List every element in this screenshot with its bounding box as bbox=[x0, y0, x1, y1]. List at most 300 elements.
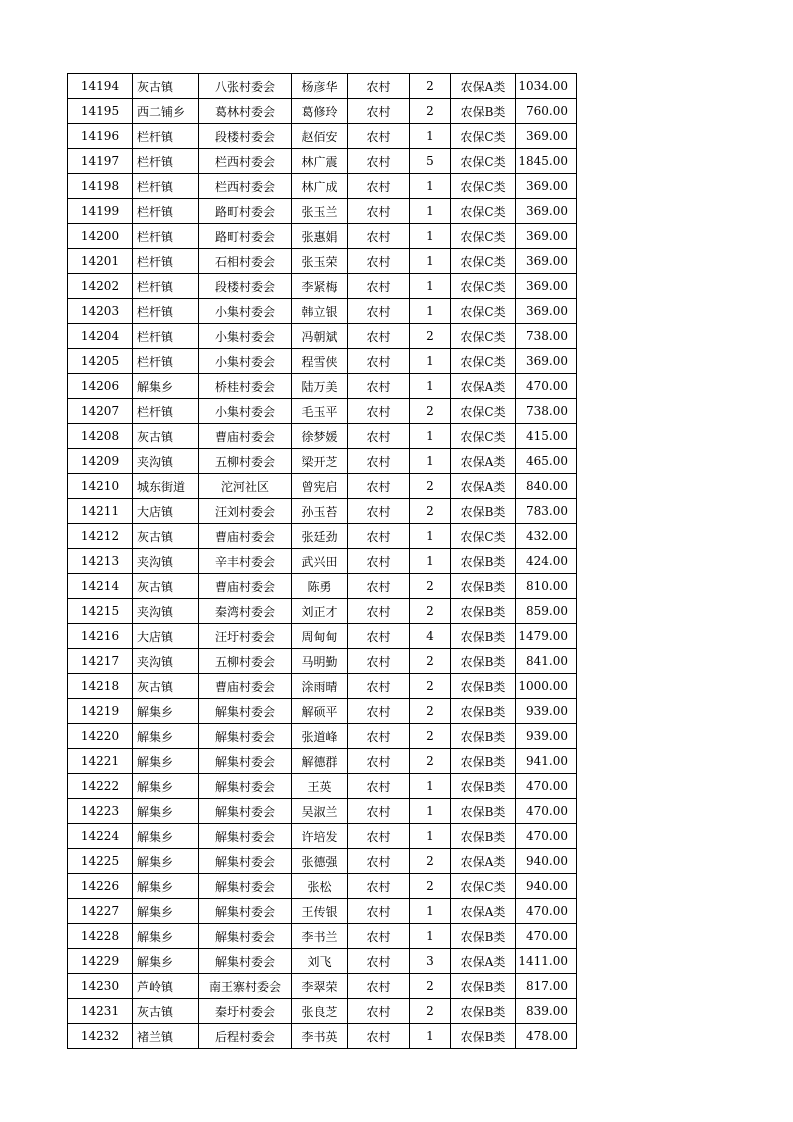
village-committee-cell: 曹庙村委会 bbox=[199, 574, 292, 599]
village-committee-cell: 解集村委会 bbox=[199, 874, 292, 899]
household-count-cell: 2 bbox=[410, 399, 451, 424]
name-cell: 赵佰安 bbox=[292, 124, 348, 149]
township-cell: 大店镇 bbox=[133, 624, 199, 649]
township-cell: 城东街道 bbox=[133, 474, 199, 499]
serial-number-cell: 14228 bbox=[68, 924, 133, 949]
table-row bbox=[68, 649, 577, 674]
serial-number-cell: 14210 bbox=[68, 474, 133, 499]
name-cell: 武兴田 bbox=[292, 549, 348, 574]
insurance-category-cell: 农保B类 bbox=[451, 674, 516, 699]
village-committee-cell: 曹庙村委会 bbox=[199, 674, 292, 699]
serial-number-cell: 14232 bbox=[68, 1024, 133, 1049]
amount-cell: 738.00 bbox=[516, 399, 577, 424]
amount-cell: 939.00 bbox=[516, 699, 577, 724]
township-cell: 灰古镇 bbox=[133, 674, 199, 699]
area-type-cell: 农村 bbox=[348, 649, 410, 674]
area-type-cell: 农村 bbox=[348, 299, 410, 324]
township-cell: 解集乡 bbox=[133, 849, 199, 874]
amount-cell: 783.00 bbox=[516, 499, 577, 524]
insurance-category-cell: 农保B类 bbox=[451, 924, 516, 949]
table-row bbox=[68, 849, 577, 874]
area-type-cell: 农村 bbox=[348, 474, 410, 499]
name-cell: 张德强 bbox=[292, 849, 348, 874]
area-type-cell: 农村 bbox=[348, 224, 410, 249]
township-cell: 解集乡 bbox=[133, 899, 199, 924]
village-committee-cell: 路町村委会 bbox=[199, 199, 292, 224]
name-cell: 李书英 bbox=[292, 1024, 348, 1049]
insurance-category-cell: 农保A类 bbox=[451, 374, 516, 399]
serial-number-cell: 14229 bbox=[68, 949, 133, 974]
household-count-cell: 1 bbox=[410, 774, 451, 799]
table-row bbox=[68, 574, 577, 599]
table-row bbox=[68, 599, 577, 624]
household-count-cell: 1 bbox=[410, 199, 451, 224]
insurance-category-cell: 农保C类 bbox=[451, 399, 516, 424]
household-count-cell: 2 bbox=[410, 74, 451, 99]
household-count-cell: 1 bbox=[410, 549, 451, 574]
township-cell: 解集乡 bbox=[133, 799, 199, 824]
township-cell: 灰古镇 bbox=[133, 999, 199, 1024]
township-cell: 西二铺乡 bbox=[133, 99, 199, 124]
village-committee-cell: 栏西村委会 bbox=[199, 174, 292, 199]
area-type-cell: 农村 bbox=[348, 1024, 410, 1049]
village-committee-cell: 路町村委会 bbox=[199, 224, 292, 249]
village-committee-cell: 栏西村委会 bbox=[199, 149, 292, 174]
amount-cell: 465.00 bbox=[516, 449, 577, 474]
serial-number-cell: 14216 bbox=[68, 624, 133, 649]
village-committee-cell: 辛丰村委会 bbox=[199, 549, 292, 574]
serial-number-cell: 14209 bbox=[68, 449, 133, 474]
insurance-category-cell: 农保A类 bbox=[451, 849, 516, 874]
township-cell: 灰古镇 bbox=[133, 574, 199, 599]
table-row bbox=[68, 799, 577, 824]
serial-number-cell: 14218 bbox=[68, 674, 133, 699]
area-type-cell: 农村 bbox=[348, 574, 410, 599]
name-cell: 孙玉苔 bbox=[292, 499, 348, 524]
township-cell: 栏杆镇 bbox=[133, 149, 199, 174]
village-committee-cell: 石相村委会 bbox=[199, 249, 292, 274]
village-committee-cell: 解集村委会 bbox=[199, 799, 292, 824]
table-row bbox=[68, 474, 577, 499]
village-committee-cell: 五柳村委会 bbox=[199, 649, 292, 674]
village-committee-cell: 小集村委会 bbox=[199, 324, 292, 349]
village-committee-cell: 小集村委会 bbox=[199, 349, 292, 374]
amount-cell: 939.00 bbox=[516, 724, 577, 749]
amount-cell: 415.00 bbox=[516, 424, 577, 449]
insurance-category-cell: 农保C类 bbox=[451, 299, 516, 324]
name-cell: 王英 bbox=[292, 774, 348, 799]
area-type-cell: 农村 bbox=[348, 899, 410, 924]
serial-number-cell: 14207 bbox=[68, 399, 133, 424]
village-committee-cell: 后程村委会 bbox=[199, 1024, 292, 1049]
table-row bbox=[68, 874, 577, 899]
area-type-cell: 农村 bbox=[348, 799, 410, 824]
amount-cell: 1845.00 bbox=[516, 149, 577, 174]
area-type-cell: 农村 bbox=[348, 399, 410, 424]
household-count-cell: 1 bbox=[410, 824, 451, 849]
name-cell: 解德群 bbox=[292, 749, 348, 774]
township-cell: 解集乡 bbox=[133, 824, 199, 849]
table-row bbox=[68, 274, 577, 299]
insurance-category-cell: 农保A类 bbox=[451, 474, 516, 499]
name-cell: 解硕平 bbox=[292, 699, 348, 724]
amount-cell: 760.00 bbox=[516, 99, 577, 124]
household-count-cell: 2 bbox=[410, 699, 451, 724]
amount-cell: 1034.00 bbox=[516, 74, 577, 99]
name-cell: 张惠娟 bbox=[292, 224, 348, 249]
village-committee-cell: 解集村委会 bbox=[199, 724, 292, 749]
area-type-cell: 农村 bbox=[348, 99, 410, 124]
name-cell: 张廷劲 bbox=[292, 524, 348, 549]
insurance-category-cell: 农保B类 bbox=[451, 549, 516, 574]
area-type-cell: 农村 bbox=[348, 524, 410, 549]
amount-cell: 369.00 bbox=[516, 299, 577, 324]
amount-cell: 369.00 bbox=[516, 174, 577, 199]
amount-cell: 478.00 bbox=[516, 1024, 577, 1049]
township-cell: 解集乡 bbox=[133, 699, 199, 724]
amount-cell: 840.00 bbox=[516, 474, 577, 499]
household-count-cell: 1 bbox=[410, 124, 451, 149]
village-committee-cell: 桥桂村委会 bbox=[199, 374, 292, 399]
township-cell: 栏杆镇 bbox=[133, 174, 199, 199]
insurance-category-cell: 农保B类 bbox=[451, 499, 516, 524]
township-cell: 灰古镇 bbox=[133, 74, 199, 99]
name-cell: 张玉兰 bbox=[292, 199, 348, 224]
table-body bbox=[68, 74, 577, 1049]
village-committee-cell: 小集村委会 bbox=[199, 299, 292, 324]
area-type-cell: 农村 bbox=[348, 924, 410, 949]
insurance-category-cell: 农保A类 bbox=[451, 949, 516, 974]
insurance-category-cell: 农保C类 bbox=[451, 349, 516, 374]
household-count-cell: 2 bbox=[410, 499, 451, 524]
name-cell: 涂雨晴 bbox=[292, 674, 348, 699]
serial-number-cell: 14199 bbox=[68, 199, 133, 224]
table-row bbox=[68, 199, 577, 224]
household-count-cell: 1 bbox=[410, 449, 451, 474]
village-committee-cell: 解集村委会 bbox=[199, 899, 292, 924]
village-committee-cell: 八张村委会 bbox=[199, 74, 292, 99]
serial-number-cell: 14206 bbox=[68, 374, 133, 399]
serial-number-cell: 14204 bbox=[68, 324, 133, 349]
table-row bbox=[68, 1024, 577, 1049]
insurance-category-cell: 农保B类 bbox=[451, 699, 516, 724]
household-count-cell: 1 bbox=[410, 524, 451, 549]
township-cell: 栏杆镇 bbox=[133, 124, 199, 149]
insurance-category-cell: 农保C类 bbox=[451, 224, 516, 249]
insurance-category-cell: 农保B类 bbox=[451, 599, 516, 624]
insurance-category-cell: 农保C类 bbox=[451, 199, 516, 224]
household-count-cell: 2 bbox=[410, 574, 451, 599]
area-type-cell: 农村 bbox=[348, 999, 410, 1024]
area-type-cell: 农村 bbox=[348, 149, 410, 174]
table-row bbox=[68, 399, 577, 424]
township-cell: 解集乡 bbox=[133, 374, 199, 399]
area-type-cell: 农村 bbox=[348, 74, 410, 99]
insurance-category-cell: 农保C类 bbox=[451, 149, 516, 174]
household-count-cell: 1 bbox=[410, 349, 451, 374]
area-type-cell: 农村 bbox=[348, 124, 410, 149]
table-row bbox=[68, 374, 577, 399]
table-row bbox=[68, 699, 577, 724]
household-count-cell: 2 bbox=[410, 749, 451, 774]
insurance-category-cell: 农保A类 bbox=[451, 899, 516, 924]
serial-number-cell: 14203 bbox=[68, 299, 133, 324]
township-cell: 栏杆镇 bbox=[133, 249, 199, 274]
village-committee-cell: 汪圩村委会 bbox=[199, 624, 292, 649]
insurance-category-cell: 农保C类 bbox=[451, 174, 516, 199]
table-row bbox=[68, 74, 577, 99]
area-type-cell: 农村 bbox=[348, 424, 410, 449]
amount-cell: 841.00 bbox=[516, 649, 577, 674]
table-row bbox=[68, 449, 577, 474]
township-cell: 灰古镇 bbox=[133, 524, 199, 549]
area-type-cell: 农村 bbox=[348, 199, 410, 224]
area-type-cell: 农村 bbox=[348, 699, 410, 724]
village-committee-cell: 段楼村委会 bbox=[199, 124, 292, 149]
table-row bbox=[68, 174, 577, 199]
serial-number-cell: 14226 bbox=[68, 874, 133, 899]
table-row bbox=[68, 549, 577, 574]
village-committee-cell: 秦湾村委会 bbox=[199, 599, 292, 624]
amount-cell: 470.00 bbox=[516, 799, 577, 824]
name-cell: 刘飞 bbox=[292, 949, 348, 974]
area-type-cell: 农村 bbox=[348, 874, 410, 899]
village-committee-cell: 南王寨村委会 bbox=[199, 974, 292, 999]
area-type-cell: 农村 bbox=[348, 974, 410, 999]
table-row bbox=[68, 99, 577, 124]
insurance-category-cell: 农保B类 bbox=[451, 99, 516, 124]
household-count-cell: 1 bbox=[410, 924, 451, 949]
area-type-cell: 农村 bbox=[348, 374, 410, 399]
serial-number-cell: 14202 bbox=[68, 274, 133, 299]
serial-number-cell: 14222 bbox=[68, 774, 133, 799]
name-cell: 张玉荣 bbox=[292, 249, 348, 274]
serial-number-cell: 14200 bbox=[68, 224, 133, 249]
table-row bbox=[68, 999, 577, 1024]
area-type-cell: 农村 bbox=[348, 174, 410, 199]
serial-number-cell: 14231 bbox=[68, 999, 133, 1024]
amount-cell: 369.00 bbox=[516, 274, 577, 299]
amount-cell: 1411.00 bbox=[516, 949, 577, 974]
township-cell: 解集乡 bbox=[133, 724, 199, 749]
area-type-cell: 农村 bbox=[348, 724, 410, 749]
township-cell: 栏杆镇 bbox=[133, 274, 199, 299]
serial-number-cell: 14221 bbox=[68, 749, 133, 774]
area-type-cell: 农村 bbox=[348, 949, 410, 974]
insurance-category-cell: 农保B类 bbox=[451, 649, 516, 674]
township-cell: 栏杆镇 bbox=[133, 349, 199, 374]
village-committee-cell: 秦圩村委会 bbox=[199, 999, 292, 1024]
amount-cell: 369.00 bbox=[516, 124, 577, 149]
village-committee-cell: 解集村委会 bbox=[199, 949, 292, 974]
serial-number-cell: 14205 bbox=[68, 349, 133, 374]
area-type-cell: 农村 bbox=[348, 599, 410, 624]
household-count-cell: 1 bbox=[410, 249, 451, 274]
name-cell: 韩立银 bbox=[292, 299, 348, 324]
township-cell: 栏杆镇 bbox=[133, 199, 199, 224]
village-committee-cell: 解集村委会 bbox=[199, 699, 292, 724]
serial-number-cell: 14217 bbox=[68, 649, 133, 674]
household-count-cell: 1 bbox=[410, 1024, 451, 1049]
name-cell: 李书兰 bbox=[292, 924, 348, 949]
table-row bbox=[68, 524, 577, 549]
table-row bbox=[68, 674, 577, 699]
name-cell: 葛修玲 bbox=[292, 99, 348, 124]
village-committee-cell: 曹庙村委会 bbox=[199, 424, 292, 449]
household-count-cell: 2 bbox=[410, 324, 451, 349]
township-cell: 解集乡 bbox=[133, 774, 199, 799]
amount-cell: 859.00 bbox=[516, 599, 577, 624]
township-cell: 解集乡 bbox=[133, 749, 199, 774]
area-type-cell: 农村 bbox=[348, 274, 410, 299]
household-count-cell: 1 bbox=[410, 274, 451, 299]
amount-cell: 1479.00 bbox=[516, 624, 577, 649]
table-row bbox=[68, 749, 577, 774]
name-cell: 刘正才 bbox=[292, 599, 348, 624]
table-row bbox=[68, 249, 577, 274]
serial-number-cell: 14224 bbox=[68, 824, 133, 849]
serial-number-cell: 14220 bbox=[68, 724, 133, 749]
table-row bbox=[68, 624, 577, 649]
household-count-cell: 2 bbox=[410, 724, 451, 749]
household-count-cell: 2 bbox=[410, 874, 451, 899]
amount-cell: 432.00 bbox=[516, 524, 577, 549]
name-cell: 毛玉平 bbox=[292, 399, 348, 424]
table-row bbox=[68, 949, 577, 974]
household-count-cell: 2 bbox=[410, 599, 451, 624]
township-cell: 夹沟镇 bbox=[133, 649, 199, 674]
village-committee-cell: 段楼村委会 bbox=[199, 274, 292, 299]
amount-cell: 810.00 bbox=[516, 574, 577, 599]
table-row bbox=[68, 724, 577, 749]
insurance-category-cell: 农保B类 bbox=[451, 624, 516, 649]
name-cell: 张松 bbox=[292, 874, 348, 899]
table-row bbox=[68, 324, 577, 349]
area-type-cell: 农村 bbox=[348, 749, 410, 774]
insurance-category-cell: 农保C类 bbox=[451, 324, 516, 349]
serial-number-cell: 14213 bbox=[68, 549, 133, 574]
name-cell: 张道峰 bbox=[292, 724, 348, 749]
village-committee-cell: 葛林村委会 bbox=[199, 99, 292, 124]
serial-number-cell: 14215 bbox=[68, 599, 133, 624]
insurance-category-cell: 农保C类 bbox=[451, 124, 516, 149]
serial-number-cell: 14230 bbox=[68, 974, 133, 999]
name-cell: 许培发 bbox=[292, 824, 348, 849]
area-type-cell: 农村 bbox=[348, 349, 410, 374]
insurance-category-cell: 农保C类 bbox=[451, 524, 516, 549]
amount-cell: 369.00 bbox=[516, 199, 577, 224]
table-row bbox=[68, 974, 577, 999]
name-cell: 陈勇 bbox=[292, 574, 348, 599]
township-cell: 夹沟镇 bbox=[133, 449, 199, 474]
household-count-cell: 5 bbox=[410, 149, 451, 174]
amount-cell: 940.00 bbox=[516, 874, 577, 899]
household-count-cell: 2 bbox=[410, 649, 451, 674]
insurance-category-cell: 农保B类 bbox=[451, 824, 516, 849]
amount-cell: 369.00 bbox=[516, 224, 577, 249]
name-cell: 张良芝 bbox=[292, 999, 348, 1024]
amount-cell: 940.00 bbox=[516, 849, 577, 874]
township-cell: 解集乡 bbox=[133, 924, 199, 949]
amount-cell: 470.00 bbox=[516, 774, 577, 799]
insurance-category-cell: 农保C类 bbox=[451, 424, 516, 449]
township-cell: 栏杆镇 bbox=[133, 224, 199, 249]
insurance-category-cell: 农保B类 bbox=[451, 724, 516, 749]
township-cell: 解集乡 bbox=[133, 874, 199, 899]
serial-number-cell: 14201 bbox=[68, 249, 133, 274]
township-cell: 夹沟镇 bbox=[133, 599, 199, 624]
household-count-cell: 1 bbox=[410, 424, 451, 449]
household-count-cell: 1 bbox=[410, 224, 451, 249]
name-cell: 陆万美 bbox=[292, 374, 348, 399]
insurance-category-cell: 农保B类 bbox=[451, 999, 516, 1024]
household-count-cell: 1 bbox=[410, 899, 451, 924]
household-count-cell: 3 bbox=[410, 949, 451, 974]
table-row bbox=[68, 499, 577, 524]
serial-number-cell: 14212 bbox=[68, 524, 133, 549]
household-count-cell: 1 bbox=[410, 174, 451, 199]
name-cell: 吴淑兰 bbox=[292, 799, 348, 824]
table-row bbox=[68, 149, 577, 174]
serial-number-cell: 14225 bbox=[68, 849, 133, 874]
name-cell: 冯朝斌 bbox=[292, 324, 348, 349]
name-cell: 梁开芝 bbox=[292, 449, 348, 474]
household-count-cell: 2 bbox=[410, 99, 451, 124]
area-type-cell: 农村 bbox=[348, 324, 410, 349]
village-committee-cell: 解集村委会 bbox=[199, 774, 292, 799]
village-committee-cell: 解集村委会 bbox=[199, 824, 292, 849]
serial-number-cell: 14196 bbox=[68, 124, 133, 149]
insurance-category-cell: 农保B类 bbox=[451, 799, 516, 824]
table-row bbox=[68, 824, 577, 849]
serial-number-cell: 14208 bbox=[68, 424, 133, 449]
household-count-cell: 1 bbox=[410, 374, 451, 399]
village-committee-cell: 曹庙村委会 bbox=[199, 524, 292, 549]
serial-number-cell: 14219 bbox=[68, 699, 133, 724]
name-cell: 李紧梅 bbox=[292, 274, 348, 299]
township-cell: 解集乡 bbox=[133, 949, 199, 974]
household-count-cell: 2 bbox=[410, 474, 451, 499]
village-committee-cell: 解集村委会 bbox=[199, 849, 292, 874]
insurance-category-cell: 农保B类 bbox=[451, 974, 516, 999]
amount-cell: 738.00 bbox=[516, 324, 577, 349]
serial-number-cell: 14197 bbox=[68, 149, 133, 174]
table-row bbox=[68, 924, 577, 949]
household-count-cell: 2 bbox=[410, 999, 451, 1024]
insurance-category-cell: 农保B类 bbox=[451, 574, 516, 599]
area-type-cell: 农村 bbox=[348, 849, 410, 874]
township-cell: 褚兰镇 bbox=[133, 1024, 199, 1049]
records-table bbox=[67, 73, 577, 1049]
serial-number-cell: 14198 bbox=[68, 174, 133, 199]
village-committee-cell: 五柳村委会 bbox=[199, 449, 292, 474]
township-cell: 栏杆镇 bbox=[133, 399, 199, 424]
township-cell: 栏杆镇 bbox=[133, 299, 199, 324]
amount-cell: 369.00 bbox=[516, 249, 577, 274]
name-cell: 杨彦华 bbox=[292, 74, 348, 99]
amount-cell: 369.00 bbox=[516, 349, 577, 374]
area-type-cell: 农村 bbox=[348, 774, 410, 799]
amount-cell: 424.00 bbox=[516, 549, 577, 574]
name-cell: 马明勤 bbox=[292, 649, 348, 674]
name-cell: 周甸甸 bbox=[292, 624, 348, 649]
insurance-category-cell: 农保C类 bbox=[451, 274, 516, 299]
table-row bbox=[68, 774, 577, 799]
table-row bbox=[68, 299, 577, 324]
area-type-cell: 农村 bbox=[348, 449, 410, 474]
area-type-cell: 农村 bbox=[348, 824, 410, 849]
name-cell: 李翠荣 bbox=[292, 974, 348, 999]
